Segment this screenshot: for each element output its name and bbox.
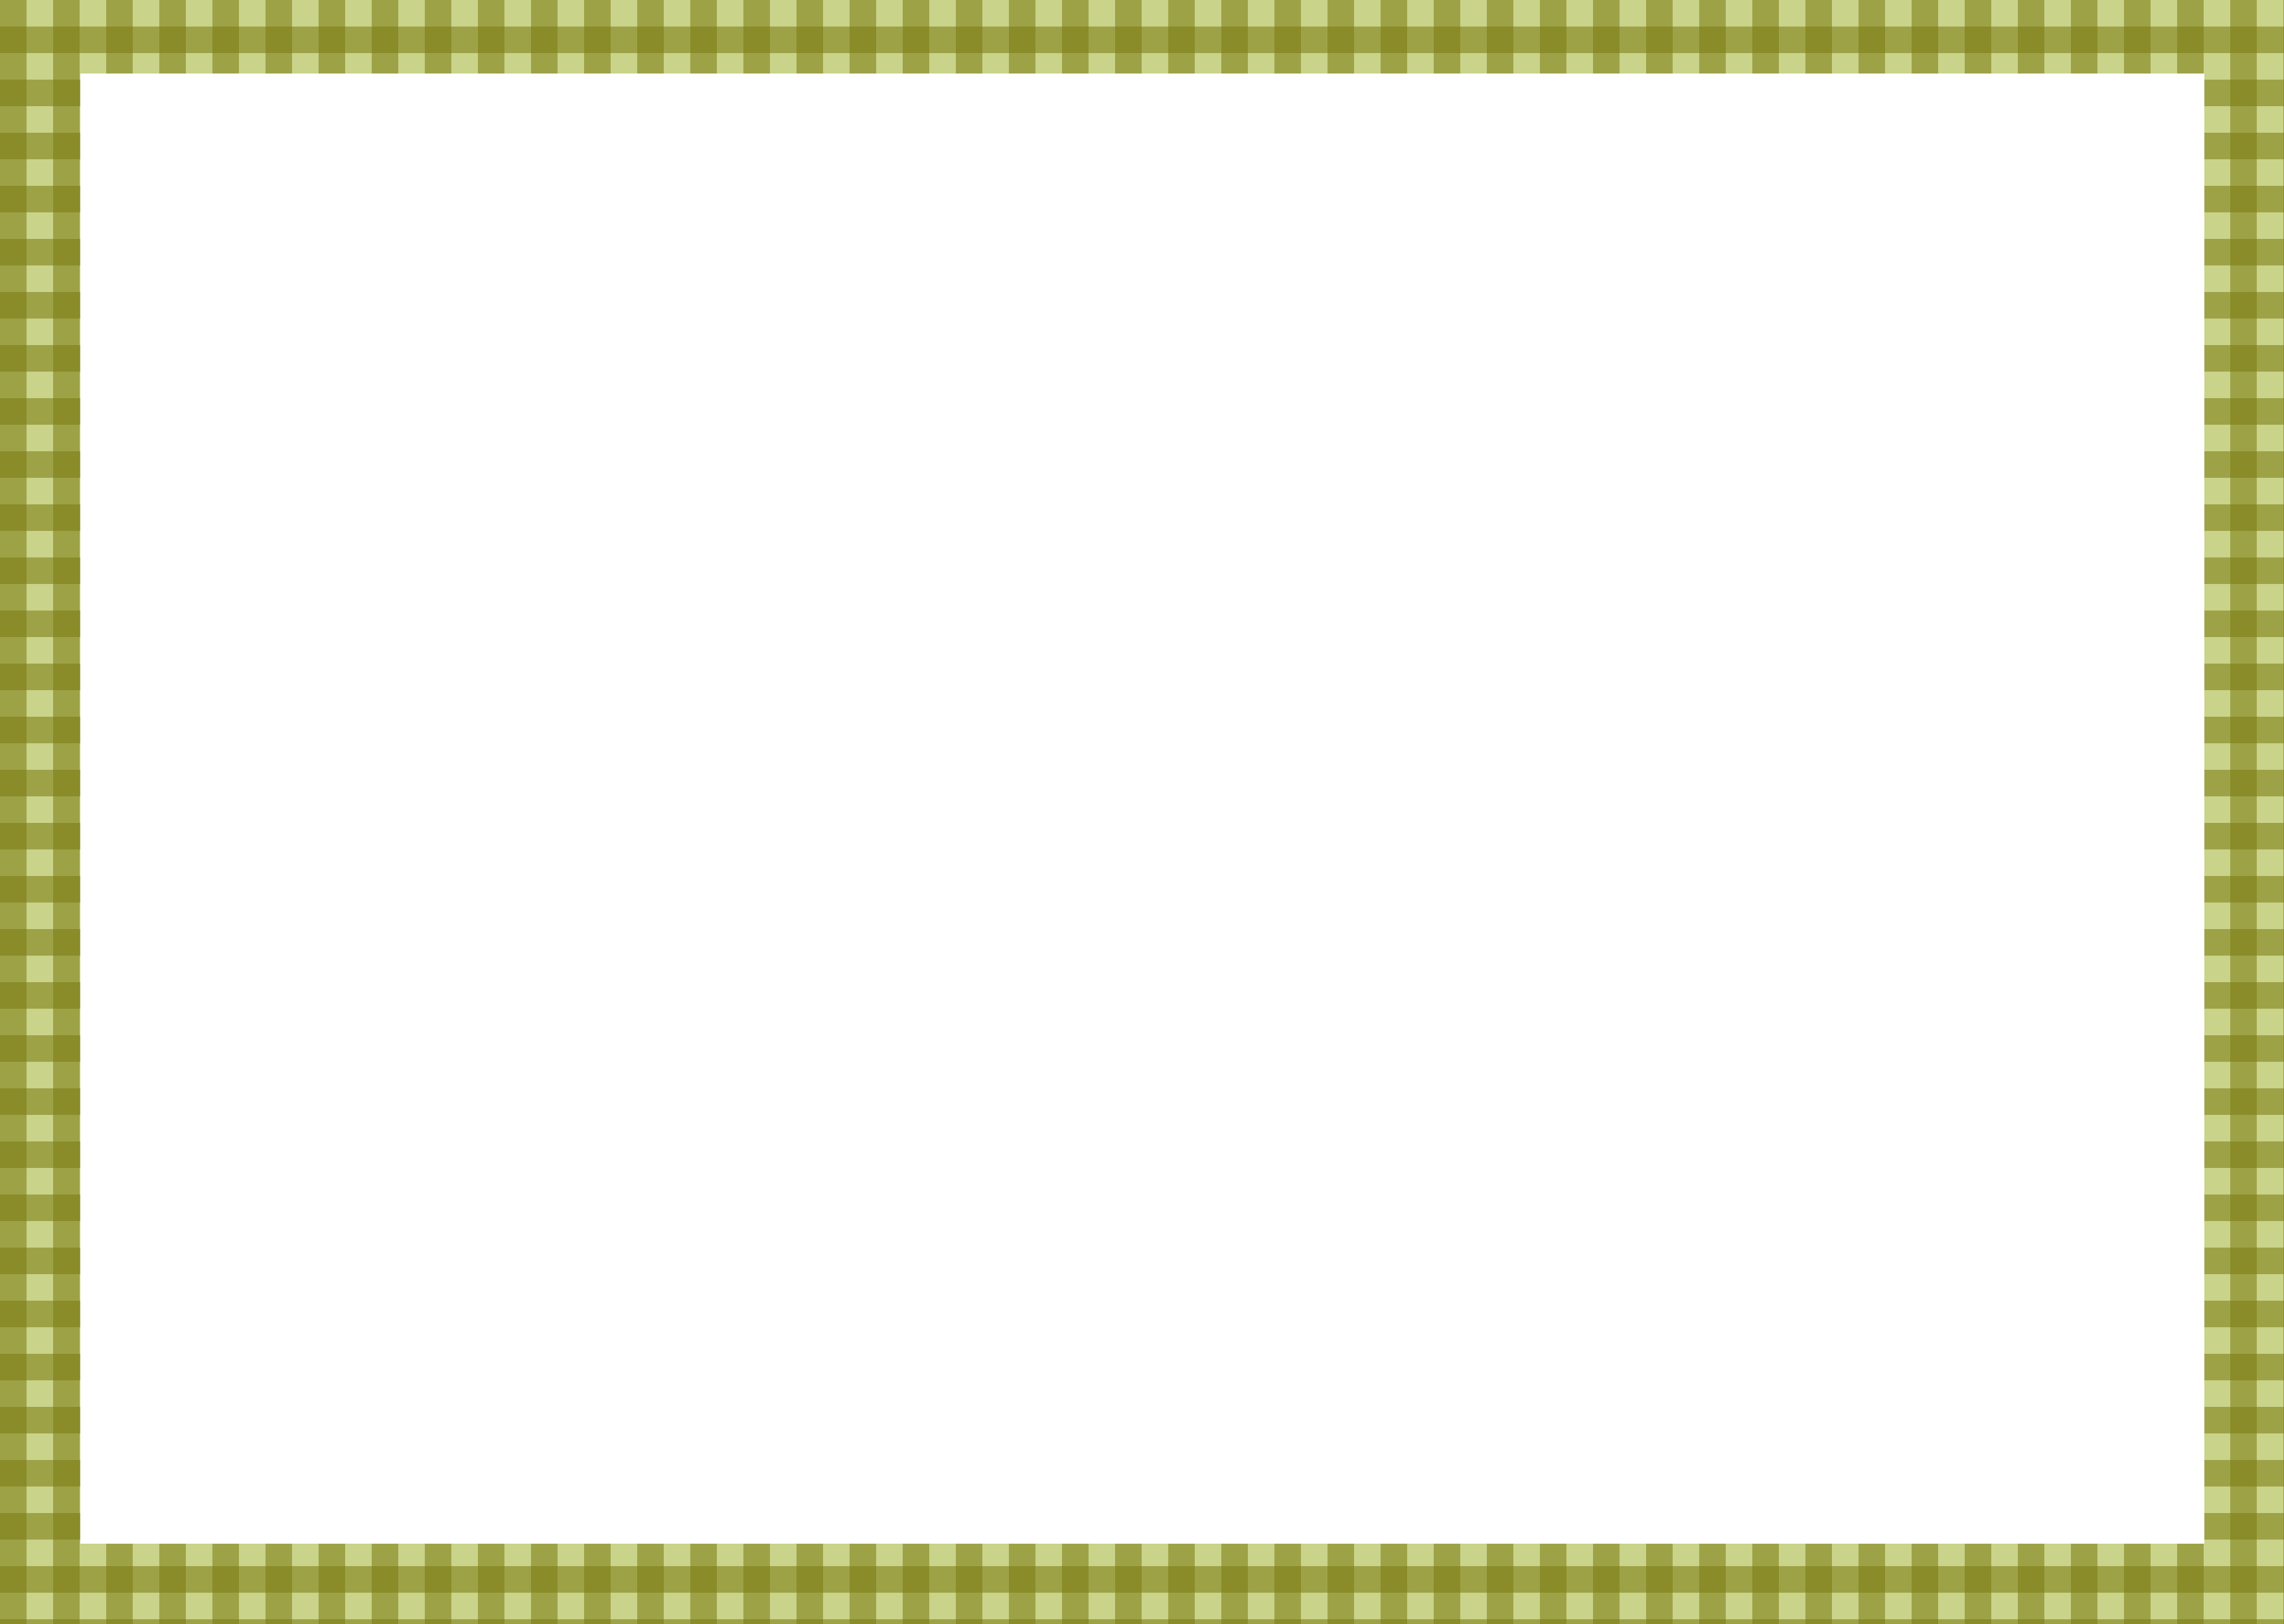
section-arroz <box>878 78 1608 377</box>
section-pasta <box>95 1048 854 1538</box>
section-guarniciones <box>878 1050 1608 1540</box>
section-vinos <box>1667 1186 2204 1540</box>
section-refrescos <box>1667 74 2204 618</box>
menu-panel <box>80 74 2204 1544</box>
section-cerveza <box>1667 727 2204 1108</box>
section-carne <box>878 391 1608 1105</box>
section-ensaladas <box>95 79 854 1018</box>
